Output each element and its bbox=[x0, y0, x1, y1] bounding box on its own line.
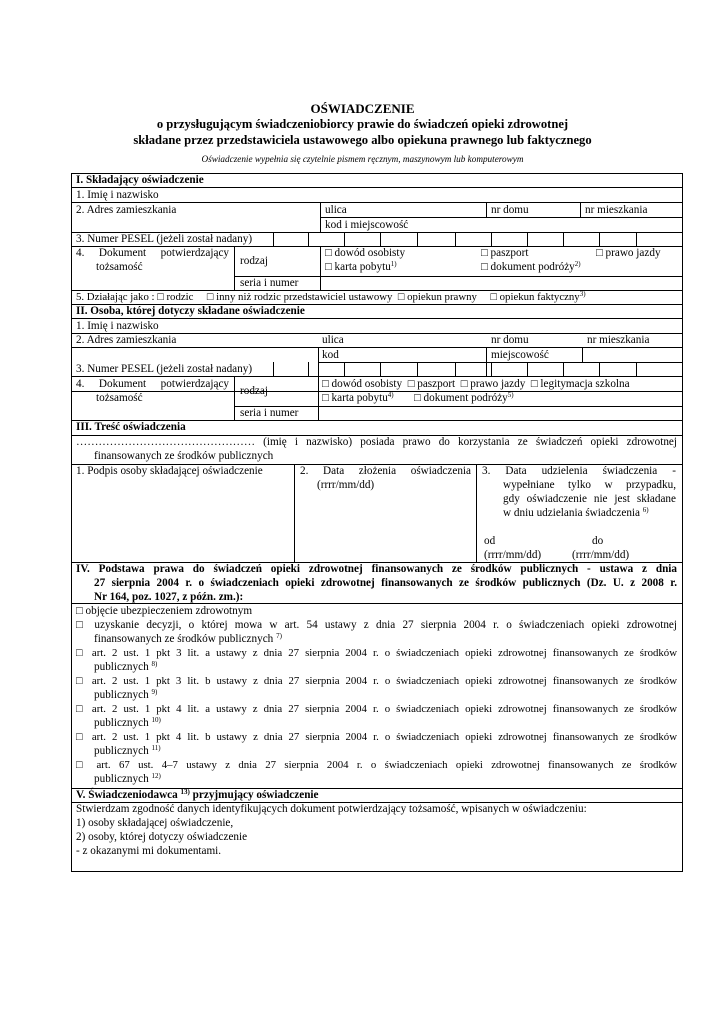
s2-doc-options-line-1[interactable]: □ dowód osobisty □ paszport □ prawo jazdy □ legitymacja szkolna bbox=[322, 378, 630, 390]
s2-house-no-label: nr domu bbox=[491, 334, 529, 346]
s2-doc-label-1: 4. Dokument potwierdzający bbox=[76, 378, 229, 390]
s4-item-decision-line-1[interactable]: □ uzyskanie decyzji, o której mowa w art. 54 ustawy z dnia 27 sierpnia 2004 r. o świadczeniach opieki zdrowotnej bbox=[76, 619, 677, 631]
s3-service-date-label-2: wypełniane tylko w przypadku, bbox=[503, 479, 676, 491]
s4-item-4b-line-1[interactable]: □ art. 2 ust. 1 pkt 4 lit. b ustawy z dnia 27 sierpnia 2004 r. o świadczeniach opieki zdrowotnej finansowanych ze środków bbox=[76, 731, 677, 743]
s1-name-label: 1. Imię i nazwisko bbox=[76, 189, 159, 201]
s3-to-format: (rrrr/mm/dd) bbox=[572, 549, 630, 561]
s3-service-date-label-1: 3. Data udzielenia świadczenia - bbox=[482, 465, 676, 477]
section-3-title: III. Treść oświadczenia bbox=[76, 421, 186, 433]
s3-date-format: (rrrr/mm/dd) bbox=[317, 479, 375, 491]
s2-flat-no-label: nr mieszkania bbox=[587, 334, 650, 346]
s3-from-label: od bbox=[484, 535, 496, 547]
s4-item-art67-line-2: publicznych $^{12)}$ bbox=[94, 772, 161, 785]
s5-line-1: Stwierdzam zgodność danych identyfikujących dokument potwierdzający tożsamość, wpisanych w oświadczeniu: bbox=[76, 803, 587, 815]
section-5-title: V. Świadczeniodawca $^{13)}$ przyjmujący oświadczenie bbox=[76, 788, 319, 801]
s1-opt-driving-licence[interactable]: □ prawo jazdy bbox=[596, 247, 661, 259]
s1-doc-label-2: tożsamość bbox=[96, 261, 143, 273]
s4-item-3b-line-1[interactable]: □ art. 2 ust. 1 pkt 3 lit. b ustawy z dnia 27 sierpnia 2004 r. o świadczeniach opieki zdrowotnej finansowanych ze środków bbox=[76, 675, 677, 687]
section-1-title: I. Składający oświadczenie bbox=[76, 174, 204, 186]
s1-pesel-label: 3. Numer PESEL (jeżeli został nadany) bbox=[76, 233, 253, 245]
s2-address-label: 2. Adres zamieszkania bbox=[76, 334, 177, 346]
s3-from-format: (rrrr/mm/dd) bbox=[484, 549, 542, 561]
s5-line-4: - z okazanymi mi dokumentami. bbox=[76, 845, 222, 857]
s3-to-label: do bbox=[592, 535, 604, 547]
s4-item-4a-line-1[interactable]: □ art. 2 ust. 1 pkt 4 lit. a ustawy z dnia 27 sierpnia 2004 r. o świadczeniach opieki zdrowotnej finansowanych ze środków bbox=[76, 703, 677, 715]
section-2-title: II. Osoba, której dotyczy składane oświadczenie bbox=[76, 305, 305, 317]
s2-series-label: seria i numer bbox=[240, 407, 299, 419]
s3-service-date-label-3: gdy oświadczenie nie jest składane bbox=[503, 493, 676, 505]
s1-type-label: rodzaj bbox=[240, 255, 268, 267]
s2-street-label: ulica bbox=[322, 334, 344, 346]
s2-name-label: 1. Imię i nazwisko bbox=[76, 320, 159, 332]
form-subtitle-line-2: składane przez przedstawiciela ustawowego albo opiekuna prawnego lub faktycznego bbox=[133, 133, 592, 147]
s4-item-decision-line-2: finansowanych ze środków publicznych $^{7)}$ bbox=[94, 632, 282, 645]
s1-street-label: ulica bbox=[325, 204, 347, 216]
s4-item-3a-line-2: publicznych $^{8)}$ bbox=[94, 660, 158, 673]
s1-house-no-label: nr domu bbox=[491, 204, 529, 216]
s2-doc-label-2: tożsamość bbox=[96, 392, 143, 404]
s2-opt-travel-document[interactable]: □ dokument podróży$^{5)}$ bbox=[414, 391, 514, 404]
s3-service-date-label-4: w dniu udzielania świadczenia $^{6)}$ bbox=[503, 506, 649, 519]
fill-instruction: Oświadczenie wypełnia się czytelnie pismem ręcznym, maszynowym lub komputerowym bbox=[201, 154, 524, 164]
s2-pesel-label: 3. Numer PESEL (jeżeli został nadany) bbox=[76, 363, 253, 375]
s3-signature-label: 1. Podpis osoby składającej oświadczenie bbox=[76, 465, 263, 477]
s2-postcode-label: kod bbox=[322, 349, 339, 361]
s5-line-2: 1) osoby składającej oświadczenie, bbox=[76, 817, 234, 829]
s1-opt-id-card[interactable]: □ dowód osobisty bbox=[325, 247, 406, 259]
s1-acts-as-options[interactable]: 5. Działając jako : □ rodzic □ inny niż rodzic przedstawiciel ustawowy □ opiekun prawny □ opiekun faktyczny$^{3)}$ bbox=[76, 290, 586, 303]
s1-opt-passport[interactable]: □ paszport bbox=[481, 247, 529, 259]
s4-item-3a-line-1[interactable]: □ art. 2 ust. 1 pkt 3 lit. a ustawy z dnia 27 sierpnia 2004 r. o świadczeniach opieki zdrowotnej finansowanych ze środków bbox=[76, 647, 677, 659]
s5-line-3: 2) osoby, której dotyczy oświadczenie bbox=[76, 831, 248, 843]
s4-title-line-2: 27 sierpnia 2004 r. o świadczeniach opieki zdrowotnej finansowanych ze środków publicznych (Dz. U. z 2008 r. bbox=[94, 577, 677, 589]
s4-title-line-3: Nr 164, poz. 1027, z późn. zm.): bbox=[94, 591, 244, 603]
form-title: OŚWIADCZENIE bbox=[310, 101, 415, 116]
s1-opt-travel-document[interactable]: □ dokument podróży$^{2)}$ bbox=[481, 260, 581, 273]
s2-city-label: miejscowość bbox=[491, 349, 549, 361]
s2-type-label: rodzaj bbox=[240, 385, 268, 397]
s1-opt-residence-card[interactable]: □ karta pobytu$^{1)}$ bbox=[325, 260, 397, 273]
s1-doc-label-1: 4. Dokument potwierdzający bbox=[76, 247, 229, 259]
s1-series-label: seria i numer bbox=[240, 277, 299, 289]
s4-item-insurance[interactable]: □ objęcie ubezpieczeniem zdrowotnym bbox=[76, 605, 253, 617]
s1-postcode-city-label: kod i miejscowość bbox=[325, 219, 409, 231]
s2-opt-residence-card[interactable]: □ karta pobytu$^{4)}$ bbox=[322, 391, 394, 404]
s4-item-3b-line-2: publicznych $^{9)}$ bbox=[94, 688, 158, 701]
s1-flat-no-label: nr mieszkania bbox=[585, 204, 648, 216]
s3-date-label: 2. Data złożenia oświadczenia bbox=[300, 465, 471, 477]
s4-item-4b-line-2: publicznych $^{11)}$ bbox=[94, 744, 161, 757]
s3-statement-line-2: finansowanych ze środków publicznych bbox=[94, 450, 274, 462]
s4-item-4a-line-2: publicznych $^{10)}$ bbox=[94, 716, 161, 729]
s4-item-art67-line-1[interactable]: □ art. 67 ust. 4–7 ustawy z dnia 27 sierpnia 2004 r. o świadczeniach opieki zdrowotnej finansowanych ze środków bbox=[76, 759, 677, 771]
s1-address-label: 2. Adres zamieszkania bbox=[76, 204, 177, 216]
s4-title-line-1: IV. Podstawa prawa do świadczeń opieki zdrowotnej finansowanych ze środków publicznych - ustawa z dnia bbox=[76, 563, 677, 575]
form-subtitle-line-1: o przysługującym świadczeniobiorcy prawie do świadczeń opieki zdrowotnej bbox=[156, 117, 569, 131]
s3-statement-line-1: ………………………………………… (imię i nazwisko) posiada prawo do korzystania ze świadczeń opieki zdrowotnej bbox=[76, 436, 677, 448]
